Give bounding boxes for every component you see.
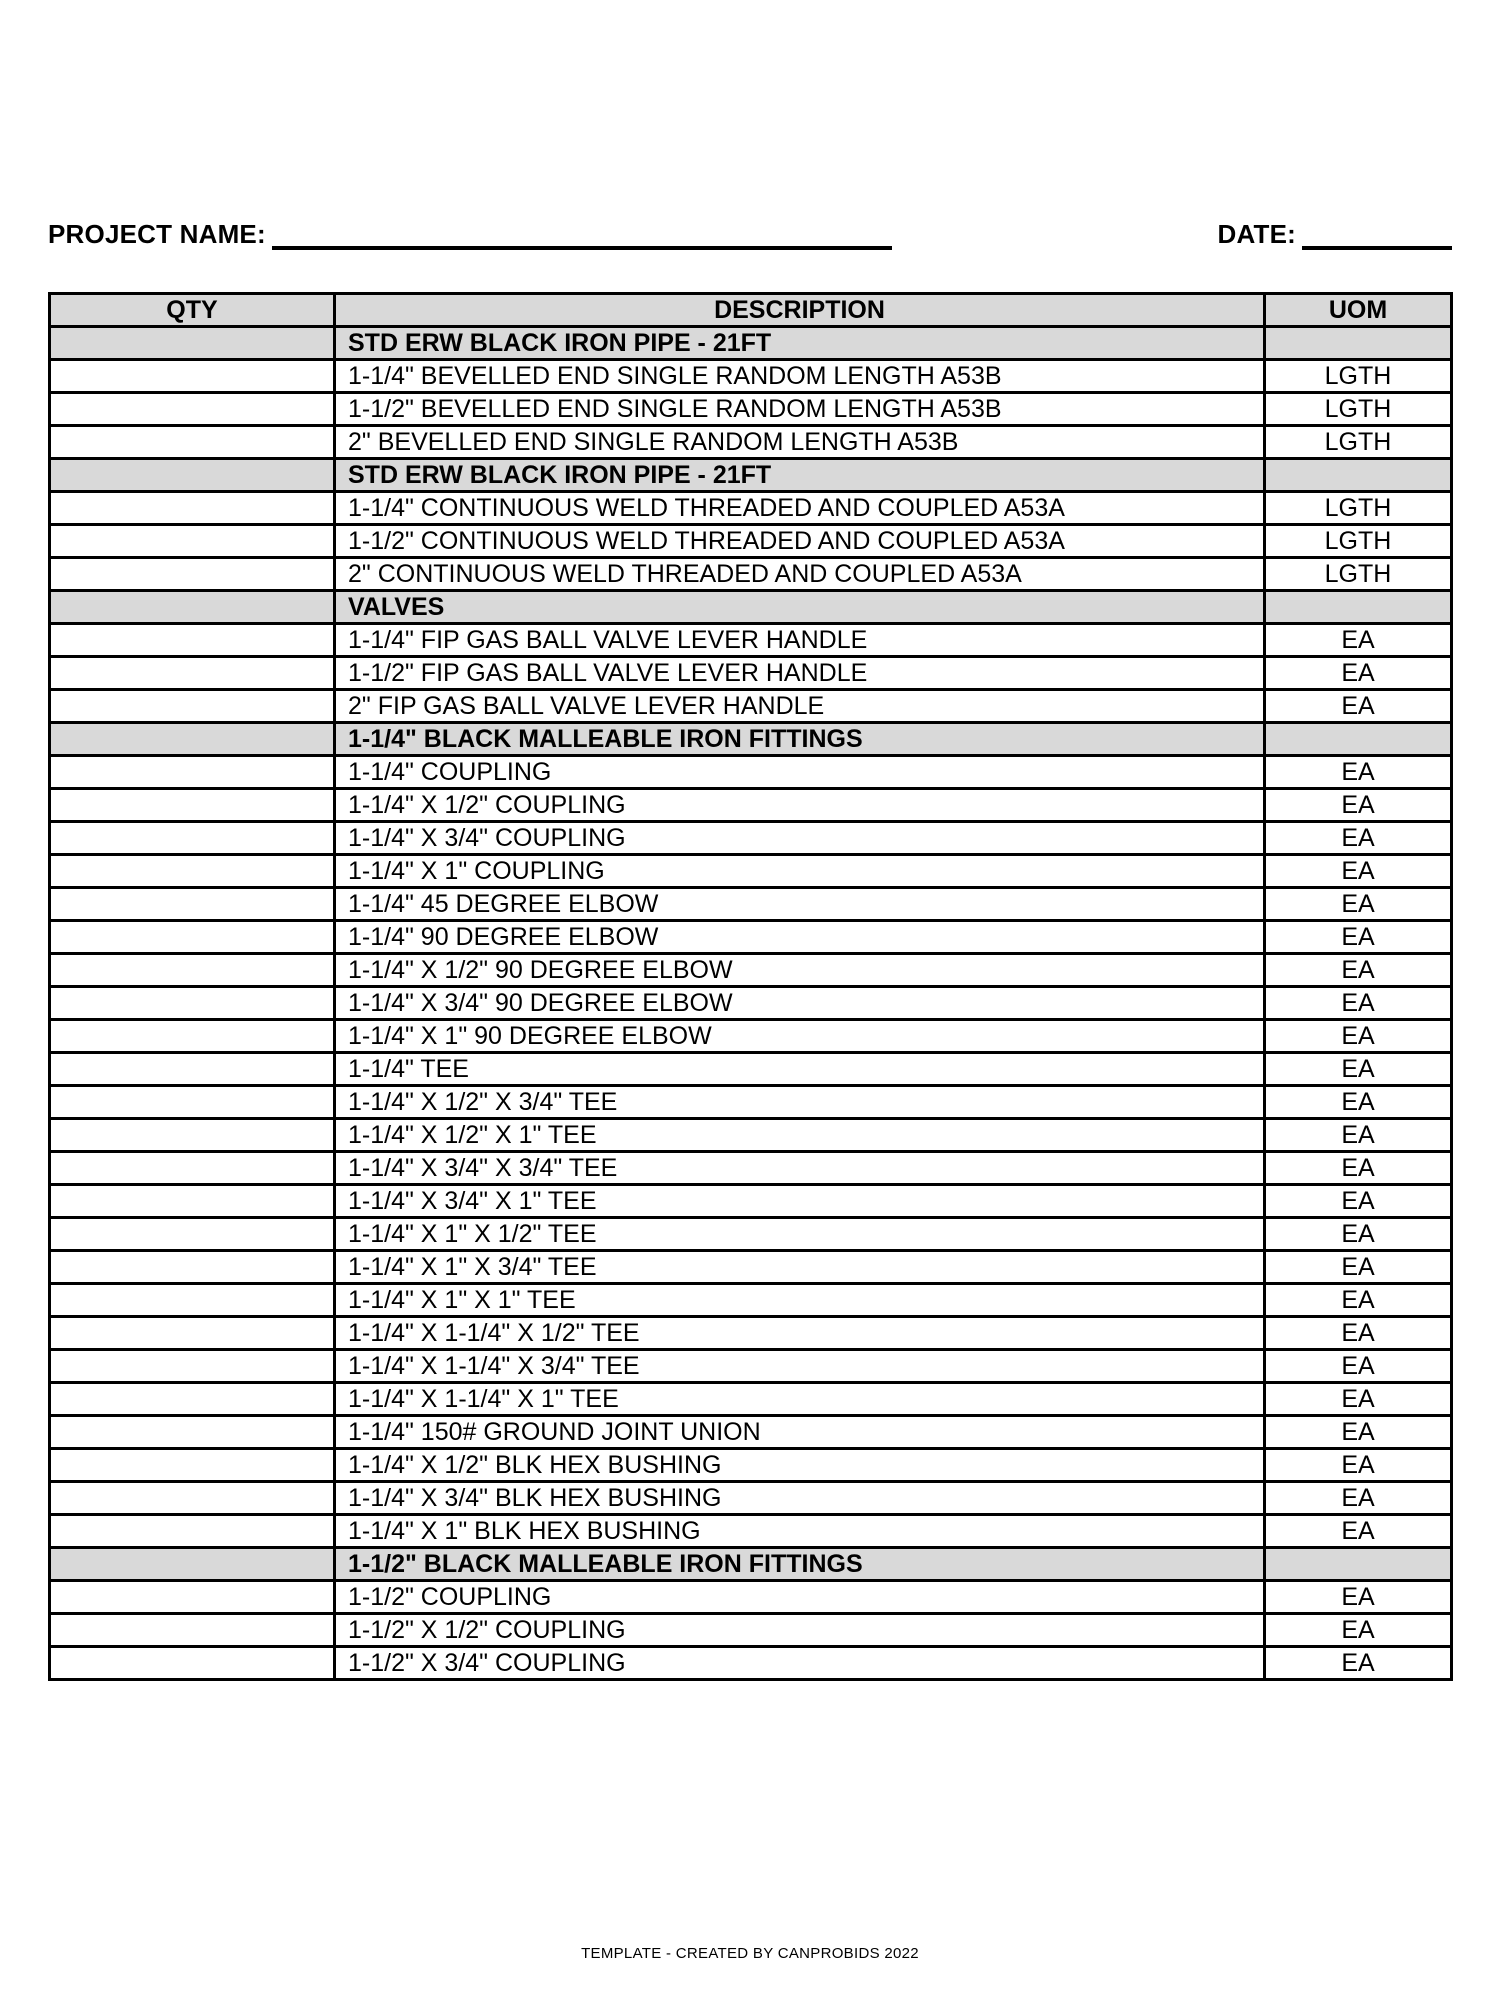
column-header-description: DESCRIPTION [335, 294, 1265, 327]
table-row [50, 756, 1452, 789]
item-description: 1-1/2" COUPLING [335, 1581, 1265, 1614]
item-uom: EA [1265, 1053, 1452, 1086]
table-row [50, 1086, 1452, 1119]
qty-input-cell[interactable] [50, 756, 335, 789]
table-row [50, 789, 1452, 822]
qty-input-cell[interactable] [50, 327, 335, 360]
item-description: 1-1/4" X 3/4" X 1" TEE [335, 1185, 1265, 1218]
table-row [50, 1416, 1452, 1449]
item-description: 1-1/2" X 1/2" COUPLING [335, 1614, 1265, 1647]
section-title: STD ERW BLACK IRON PIPE - 21FT [335, 459, 1265, 492]
table-row [50, 1515, 1452, 1548]
table-row [50, 1383, 1452, 1416]
table-row [50, 987, 1452, 1020]
table-row [50, 657, 1452, 690]
table-row [50, 1647, 1452, 1680]
item-description: 1-1/4" COUPLING [335, 756, 1265, 789]
item-description: 1-1/2" CONTINUOUS WELD THREADED AND COUPLED A53A [335, 525, 1265, 558]
item-uom: EA [1265, 1515, 1452, 1548]
qty-input-cell[interactable] [50, 1020, 335, 1053]
item-description: 1-1/4" TEE [335, 1053, 1265, 1086]
section-title: VALVES [335, 591, 1265, 624]
item-description: 1-1/4" X 1" BLK HEX BUSHING [335, 1515, 1265, 1548]
item-uom: LGTH [1265, 426, 1452, 459]
qty-input-cell[interactable] [50, 1548, 335, 1581]
column-header-uom: UOM [1265, 294, 1452, 327]
material-takeoff-table [48, 292, 1453, 1681]
item-uom: EA [1265, 1449, 1452, 1482]
item-description: 1-1/4" X 1-1/4" X 3/4" TEE [335, 1350, 1265, 1383]
qty-input-cell[interactable] [50, 1614, 335, 1647]
date-input[interactable] [1302, 220, 1452, 250]
qty-input-cell[interactable] [50, 492, 335, 525]
qty-input-cell[interactable] [50, 1218, 335, 1251]
item-description: 1-1/4" X 3/4" 90 DEGREE ELBOW [335, 987, 1265, 1020]
table-row [50, 690, 1452, 723]
item-uom: LGTH [1265, 492, 1452, 525]
item-description: 1-1/4" X 1/2" 90 DEGREE ELBOW [335, 954, 1265, 987]
item-description: 2" BEVELLED END SINGLE RANDOM LENGTH A53B [335, 426, 1265, 459]
table-row [50, 1284, 1452, 1317]
table-row [50, 1350, 1452, 1383]
qty-input-cell[interactable] [50, 426, 335, 459]
table-row [50, 360, 1452, 393]
date-field[interactable] [1217, 220, 1452, 250]
item-description: 1-1/4" X 1" X 1/2" TEE [335, 1218, 1265, 1251]
qty-input-cell[interactable] [50, 558, 335, 591]
qty-input-cell[interactable] [50, 591, 335, 624]
item-uom: EA [1265, 921, 1452, 954]
form-header [48, 210, 1452, 250]
item-uom: LGTH [1265, 525, 1452, 558]
table-row [50, 393, 1452, 426]
item-description: 1-1/4" X 3/4" X 3/4" TEE [335, 1152, 1265, 1185]
qty-input-cell[interactable] [50, 987, 335, 1020]
table-row [50, 1020, 1452, 1053]
qty-input-cell[interactable] [50, 1119, 335, 1152]
item-uom: EA [1265, 1086, 1452, 1119]
item-description: 1-1/4" X 1-1/4" X 1" TEE [335, 1383, 1265, 1416]
qty-input-cell[interactable] [50, 624, 335, 657]
item-uom: EA [1265, 1614, 1452, 1647]
qty-input-cell[interactable] [50, 360, 335, 393]
qty-input-cell[interactable] [50, 1185, 335, 1218]
project-name-field[interactable] [48, 220, 892, 250]
item-description: 1-1/4" 90 DEGREE ELBOW [335, 921, 1265, 954]
item-description: 2" FIP GAS BALL VALVE LEVER HANDLE [335, 690, 1265, 723]
item-uom: EA [1265, 1482, 1452, 1515]
qty-input-cell[interactable] [50, 1647, 335, 1680]
project-name-label: PROJECT NAME: [48, 219, 266, 249]
qty-input-cell[interactable] [50, 1251, 335, 1284]
section-header-row [50, 327, 1452, 360]
item-description: 1-1/4" CONTINUOUS WELD THREADED AND COUPLED A53A [335, 492, 1265, 525]
footer-credit: TEMPLATE - CREATED BY CANPROBIDS 2022 [581, 1945, 919, 1962]
qty-input-cell[interactable] [50, 459, 335, 492]
table-row [50, 1152, 1452, 1185]
item-uom: EA [1265, 888, 1452, 921]
section-title: STD ERW BLACK IRON PIPE - 21FT [335, 327, 1265, 360]
item-uom: EA [1265, 1647, 1452, 1680]
item-description: 1-1/4" X 3/4" COUPLING [335, 822, 1265, 855]
qty-input-cell[interactable] [50, 1515, 335, 1548]
table-row [50, 1449, 1452, 1482]
qty-input-cell[interactable] [50, 921, 335, 954]
item-uom [1265, 723, 1452, 756]
item-description: 1-1/2" BEVELLED END SINGLE RANDOM LENGTH A53B [335, 393, 1265, 426]
item-uom: EA [1265, 657, 1452, 690]
table-row [50, 1482, 1452, 1515]
section-header-row [50, 723, 1452, 756]
item-uom: EA [1265, 624, 1452, 657]
item-uom: EA [1265, 1251, 1452, 1284]
qty-input-cell[interactable] [50, 954, 335, 987]
qty-input-cell[interactable] [50, 1152, 335, 1185]
qty-input-cell[interactable] [50, 1416, 335, 1449]
item-uom: EA [1265, 1317, 1452, 1350]
qty-input-cell[interactable] [50, 690, 335, 723]
item-description: 1-1/4" X 1/2" X 1" TEE [335, 1119, 1265, 1152]
item-uom: EA [1265, 756, 1452, 789]
item-uom: EA [1265, 1581, 1452, 1614]
table-row [50, 1251, 1452, 1284]
item-uom [1265, 327, 1452, 360]
item-description: 1-1/4" X 1-1/4" X 1/2" TEE [335, 1317, 1265, 1350]
qty-input-cell[interactable] [50, 1350, 335, 1383]
item-description: 1-1/4" 150# GROUND JOINT UNION [335, 1416, 1265, 1449]
table-row [50, 822, 1452, 855]
item-description: 1-1/4" 45 DEGREE ELBOW [335, 888, 1265, 921]
table-row [50, 1218, 1452, 1251]
qty-input-cell[interactable] [50, 1284, 335, 1317]
table-row [50, 954, 1452, 987]
table-row [50, 888, 1452, 921]
section-title: 1-1/4" BLACK MALLEABLE IRON FITTINGS [335, 723, 1265, 756]
item-uom: EA [1265, 1284, 1452, 1317]
table-row [50, 525, 1452, 558]
table-row [50, 624, 1452, 657]
item-uom [1265, 1548, 1452, 1581]
section-title: 1-1/2" BLACK MALLEABLE IRON FITTINGS [335, 1548, 1265, 1581]
table-row [50, 1614, 1452, 1647]
table-row [50, 426, 1452, 459]
item-description: 1-1/4" X 1/2" COUPLING [335, 789, 1265, 822]
table-row [50, 558, 1452, 591]
item-uom: EA [1265, 1416, 1452, 1449]
item-description: 1-1/2" X 3/4" COUPLING [335, 1647, 1265, 1680]
item-uom: EA [1265, 987, 1452, 1020]
qty-input-cell[interactable] [50, 888, 335, 921]
column-header-qty: QTY [50, 294, 335, 327]
table-row [50, 1581, 1452, 1614]
item-description: 1-1/4" X 1/2" X 3/4" TEE [335, 1086, 1265, 1119]
section-header-row [50, 459, 1452, 492]
table-row [50, 1119, 1452, 1152]
item-description: 1-1/4" X 3/4" BLK HEX BUSHING [335, 1482, 1265, 1515]
table-body [50, 327, 1452, 1680]
table-row [50, 492, 1452, 525]
table-row [50, 921, 1452, 954]
item-uom: EA [1265, 1383, 1452, 1416]
qty-input-cell[interactable] [50, 822, 335, 855]
qty-input-cell[interactable] [50, 1053, 335, 1086]
qty-input-cell[interactable] [50, 1317, 335, 1350]
item-uom: EA [1265, 1218, 1452, 1251]
item-uom: EA [1265, 1020, 1452, 1053]
item-description: 1-1/4" X 1" X 1" TEE [335, 1284, 1265, 1317]
qty-input-cell[interactable] [50, 1581, 335, 1614]
item-description: 1-1/4" FIP GAS BALL VALVE LEVER HANDLE [335, 624, 1265, 657]
item-uom: LGTH [1265, 393, 1452, 426]
section-header-row [50, 1548, 1452, 1581]
table-row [50, 855, 1452, 888]
item-description: 1-1/4" X 1" X 3/4" TEE [335, 1251, 1265, 1284]
item-uom: LGTH [1265, 558, 1452, 591]
table-row [50, 1185, 1452, 1218]
qty-input-cell[interactable] [50, 525, 335, 558]
qty-input-cell[interactable] [50, 855, 335, 888]
item-description: 1-1/2" FIP GAS BALL VALVE LEVER HANDLE [335, 657, 1265, 690]
item-uom: EA [1265, 822, 1452, 855]
item-uom: EA [1265, 1350, 1452, 1383]
table-header-row [50, 294, 1452, 327]
item-uom: EA [1265, 855, 1452, 888]
table-row [50, 1317, 1452, 1350]
date-label: DATE: [1217, 219, 1296, 249]
item-description: 1-1/4" BEVELLED END SINGLE RANDOM LENGTH A53B [335, 360, 1265, 393]
item-description: 2" CONTINUOUS WELD THREADED AND COUPLED A53A [335, 558, 1265, 591]
table-header [50, 294, 1452, 327]
section-header-row [50, 591, 1452, 624]
item-uom: LGTH [1265, 360, 1452, 393]
qty-input-cell[interactable] [50, 1086, 335, 1119]
item-uom: EA [1265, 1152, 1452, 1185]
table-row [50, 1053, 1452, 1086]
qty-input-cell[interactable] [50, 1449, 335, 1482]
item-uom [1265, 591, 1452, 624]
qty-input-cell[interactable] [50, 657, 335, 690]
item-description: 1-1/4" X 1" COUPLING [335, 855, 1265, 888]
item-uom: EA [1265, 1185, 1452, 1218]
item-uom: EA [1265, 690, 1452, 723]
item-uom: EA [1265, 954, 1452, 987]
item-uom: EA [1265, 1119, 1452, 1152]
project-name-input[interactable] [272, 220, 892, 250]
item-uom [1265, 459, 1452, 492]
qty-input-cell[interactable] [50, 393, 335, 426]
item-description: 1-1/4" X 1" 90 DEGREE ELBOW [335, 1020, 1265, 1053]
qty-input-cell[interactable] [50, 723, 335, 756]
item-uom: EA [1265, 789, 1452, 822]
qty-input-cell[interactable] [50, 789, 335, 822]
qty-input-cell[interactable] [50, 1383, 335, 1416]
qty-input-cell[interactable] [50, 1482, 335, 1515]
item-description: 1-1/4" X 1/2" BLK HEX BUSHING [335, 1449, 1265, 1482]
